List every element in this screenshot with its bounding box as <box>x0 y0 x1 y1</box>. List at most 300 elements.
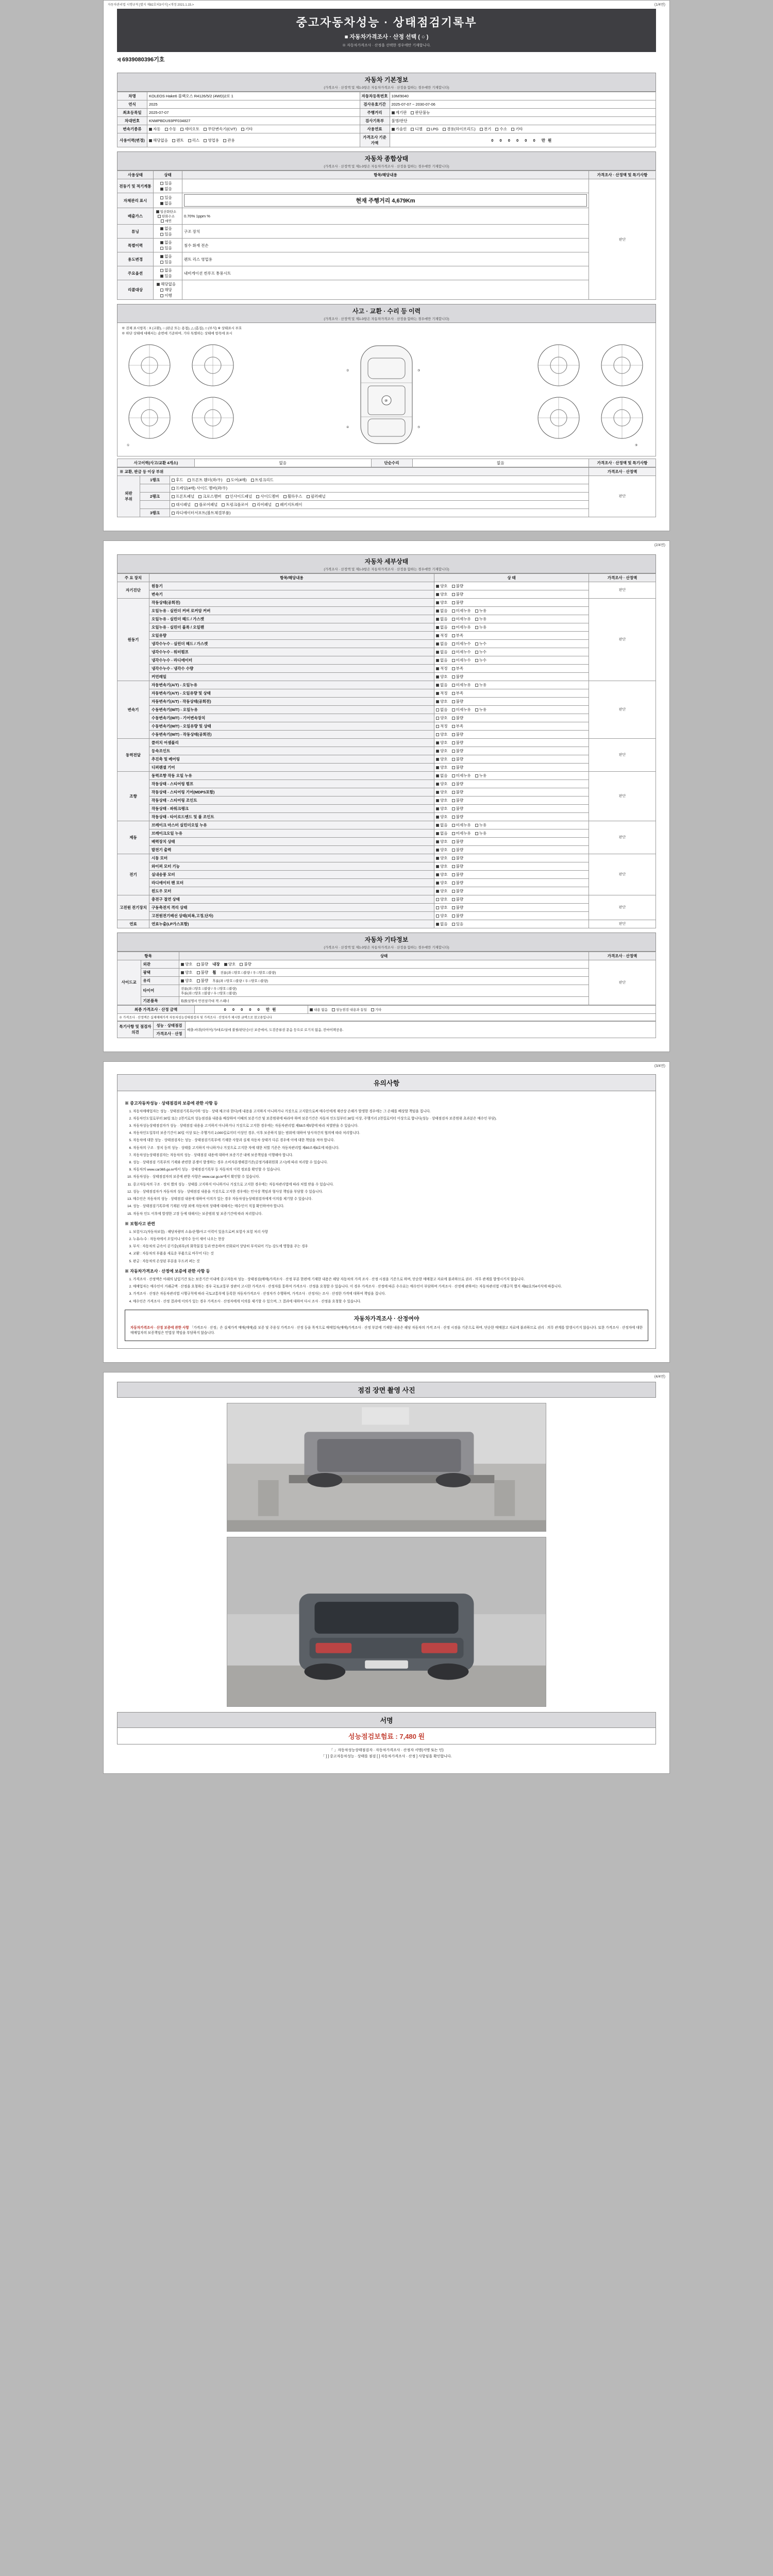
checkbox-4-b[interactable]: 있음 <box>160 245 172 251</box>
checkbox-5-b[interactable]: 있음 <box>160 259 172 265</box>
checkbox-other0-a[interactable]: 양호 <box>181 961 193 967</box>
checkbox-g1r7-a[interactable]: 없음 <box>436 657 448 663</box>
checkbox-use-none[interactable]: 해당없음 <box>149 138 168 143</box>
notice-body <box>117 1091 656 1349</box>
overall-state-4 <box>154 239 182 252</box>
other-value-2b: 후륜(좌 □양호 □불량 / 우 □양호 □불량) <box>212 979 268 983</box>
list-item: 4. 교환 : 자동차의 부품을 새로운 부품으로 바꾸어 다는 것 <box>133 1251 648 1257</box>
checkbox-g2r0-c[interactable]: 누유 <box>475 682 487 688</box>
checkbox-g6r1-b[interactable]: 불량 <box>452 863 464 869</box>
checkbox-other1-b[interactable]: 불량 <box>197 970 209 975</box>
svg-text:③: ③ <box>417 369 421 372</box>
other-info-header-sub: (가격조사 · 산정액 및 제1-3항은 자동차가격조사 · 산정을 함하는 경우에만 기재합니다) <box>324 945 449 950</box>
checkbox-g7r0-b[interactable]: 불량 <box>452 896 464 902</box>
other-col-price: 가격조사 · 산정액 <box>589 952 656 960</box>
detail-item-1-5: 냉각수누수 - 실린더 헤드 / 가스켓 <box>149 639 434 648</box>
table-row <box>117 755 656 763</box>
page-2 <box>103 540 670 1052</box>
list-item: 15. 자동차 인도 이후에 발생한 고장 등에 대해서는 보증범위 및 보증기간에 따라 처리합니다. <box>133 1212 648 1217</box>
checkbox-other1-a[interactable]: 양호 <box>181 970 193 975</box>
other-value-2 <box>179 976 589 985</box>
checkbox-g1r7-c[interactable]: 누수 <box>475 657 487 663</box>
checkbox-g2r4-b[interactable]: 불량 <box>452 715 464 721</box>
checkbox-g6r4-b[interactable]: 불량 <box>452 888 464 894</box>
checkbox-g1r6-b[interactable]: 미세누수 <box>452 649 471 655</box>
detail-state-2-3 <box>434 705 589 714</box>
basic-label-mileage: 주행거리 <box>360 109 390 117</box>
list-item: 2. 누유/누수 : 자동차에서 오일이나 냉각수 등이 새어 나오는 현상 <box>133 1237 648 1242</box>
checkbox-0-b[interactable]: 없음 <box>160 186 172 192</box>
checkbox-g2r2-b[interactable]: 불량 <box>452 699 464 704</box>
table-row <box>117 100 656 109</box>
checkbox-g1r1-a[interactable]: 없음 <box>436 608 448 614</box>
checkbox-g1r0-a[interactable]: 양호 <box>436 600 448 605</box>
checkbox-g4r0-b[interactable]: 미세누유 <box>452 773 471 778</box>
checkbox-part-crossmember[interactable]: 크로스멤버 <box>198 494 221 499</box>
page-mark-2: (2/4면) <box>654 543 665 547</box>
detail-state-8-0 <box>434 920 589 928</box>
checkbox-other0-b[interactable]: 불량 <box>197 961 209 967</box>
checkbox-g5r1-a[interactable]: 없음 <box>436 831 448 836</box>
checkbox-g8r0-b[interactable]: 있음 <box>452 921 464 927</box>
detail-status-table <box>117 573 656 928</box>
other-sign: 판단 <box>589 960 656 1005</box>
checkbox-2-smoke[interactable]: 매연 <box>161 218 172 223</box>
checkbox-g5r1-b[interactable]: 미세누유 <box>452 831 471 836</box>
checkbox-g1r5-b[interactable]: 미세누수 <box>452 641 471 647</box>
basic-info-header <box>117 73 656 92</box>
overall-detail-7 <box>182 280 589 300</box>
checkbox-total-none[interactable]: 내용 없음 <box>310 1007 328 1012</box>
accident-rank-4: 3랭크 <box>140 509 170 517</box>
table-row <box>117 623 656 631</box>
checkbox-g5r0-b[interactable]: 미세누유 <box>452 822 471 828</box>
checkbox-use-lease[interactable]: 리스 <box>188 138 200 143</box>
checkbox-g3r2-a[interactable]: 양호 <box>436 756 448 762</box>
other-col-state: 상태 <box>179 952 589 960</box>
checkbox-g3r3-a[interactable]: 양호 <box>436 765 448 770</box>
checkbox-fuel-etc[interactable]: 기타 <box>511 126 523 132</box>
car-diagram-area <box>122 338 651 453</box>
checkbox-2-co[interactable]: 일산화탄소 <box>156 209 176 214</box>
checkbox-g7r2-b[interactable]: 불량 <box>452 913 464 919</box>
checkbox-g1r1-c[interactable]: 누유 <box>475 608 487 614</box>
checkbox-g1r5-a[interactable]: 없음 <box>436 641 448 647</box>
list-item: 3. 자동차성능상태점검자가 성능 · 상태점검 내용을 고지하지 아니하거나 거짓으로 고지한 경우에는 자동차관리법 제58조제5항에 따라 처벌받을 수 있습니다. <box>133 1124 648 1129</box>
checkbox-trans-semi[interactable]: 세미오토 <box>180 126 199 132</box>
detail-item-2-1: 자동변속기(A/T) - 오일유량 및 상태 <box>149 689 434 697</box>
accident-rank-2-items <box>170 492 589 500</box>
detail-state-7-1 <box>434 903 589 911</box>
detail-item-2-4: 수동변속기(M/T) - 기어변속장치 <box>149 714 434 722</box>
table-row <box>117 92 656 100</box>
checkbox-g3r0-b[interactable]: 불량 <box>452 740 464 745</box>
checkbox-g2r2-a[interactable]: 양호 <box>436 699 448 704</box>
checkbox-part-frontpanel[interactable]: 프론트패널 <box>172 494 194 499</box>
checkbox-part-sidemember[interactable]: 사이드멤버 <box>256 494 279 499</box>
checkbox-g7r1-a[interactable]: 양호 <box>436 905 448 910</box>
checkbox-g4r0-a[interactable]: 없음 <box>436 773 448 778</box>
checkbox-g2r0-b[interactable]: 미세누유 <box>452 682 471 688</box>
detail-item-3-0: 클러치 어셈블리 <box>149 738 434 747</box>
overall-col-use: 사용상태 <box>117 171 154 179</box>
checkbox-g7r2-a[interactable]: 양호 <box>436 913 448 919</box>
table-row <box>117 887 656 895</box>
checkbox-g4r4-a[interactable]: 양호 <box>436 806 448 811</box>
checkbox-g3r1-a[interactable]: 양호 <box>436 748 448 754</box>
other-group-label: 사이드교 <box>117 960 141 1005</box>
checkbox-g2r3-b[interactable]: 미세누유 <box>452 707 471 713</box>
basic-value-record: 불명/판단 <box>390 117 656 125</box>
table-row <box>117 1005 656 1013</box>
checkbox-g5r0-a[interactable]: 없음 <box>436 822 448 828</box>
detail-item-2-5: 수동변속기(M/T) - 오일유량 및 상태 <box>149 722 434 730</box>
page-1 <box>103 0 670 531</box>
checkbox-g2r6-b[interactable]: 불량 <box>452 732 464 737</box>
checkbox-part-door[interactable]: 도어(4매) <box>227 477 247 483</box>
checkbox-7-c[interactable]: 이행 <box>160 293 172 298</box>
checkbox-5-a[interactable]: 없음 <box>160 253 172 259</box>
page-mark-3: (3/4면) <box>654 1064 665 1068</box>
basic-value-inspection: 2025-07-07 ~ 2030-07-06 <box>390 100 656 109</box>
accident-label-2: 가격조사 · 산정액 및 특기사항 <box>589 459 656 467</box>
detail-sign-7: 판단 <box>589 895 656 920</box>
checkbox-trans-cvt[interactable]: 무단변속기(CVT) <box>204 126 237 132</box>
overall-detail-0 <box>182 179 589 193</box>
checkbox-g1r9-a[interactable]: 양호 <box>436 674 448 680</box>
checkbox-g7r1-b[interactable]: 불량 <box>452 905 464 910</box>
checkbox-g5r1-c[interactable]: 누유 <box>475 831 487 836</box>
checkbox-2-hc[interactable]: 탄화수소 <box>158 214 175 218</box>
checkbox-7-a[interactable]: 해당없음 <box>157 281 176 287</box>
basic-label-vin: 차대번호 <box>117 117 147 125</box>
checkbox-1-a[interactable]: 있음 <box>160 195 172 200</box>
checkbox-g6r4-a[interactable]: 양호 <box>436 888 448 894</box>
checkbox-3-a[interactable]: 없음 <box>160 226 172 231</box>
overall-state-6 <box>154 266 182 280</box>
checkbox-g4r3-a[interactable]: 양호 <box>436 798 448 803</box>
checkbox-g1r8-b[interactable]: 부족 <box>452 666 464 671</box>
checkbox-undetermined[interactable]: 판단불능 <box>411 110 430 115</box>
checkbox-g1r2-b[interactable]: 미세누유 <box>452 616 471 622</box>
checkbox-g2r3-c[interactable]: 누유 <box>475 707 487 713</box>
detail-item-3-3: 디퍼렌셜 기어 <box>149 763 434 771</box>
table-row <box>117 598 656 606</box>
overall-item-4: 특별이력 <box>117 239 154 252</box>
checkbox-g0r0-b[interactable]: 불량 <box>452 583 464 589</box>
checkbox-part-packagetray[interactable]: 패키지트레이 <box>276 502 302 507</box>
overall-item-1: 자체관리 표시 <box>117 193 154 208</box>
checkbox-part-frame[interactable]: 프레임(4매) 사이드 멤버(좌/우) <box>172 485 227 491</box>
detail-item-1-3: 오일누유 - 실린더 블록 / 오일팬 <box>149 623 434 631</box>
checkbox-g1r2-c[interactable]: 누유 <box>475 616 487 622</box>
checkbox-trans-etc[interactable]: 기타 <box>241 126 253 132</box>
detail-sign-2: 판단 <box>589 681 656 738</box>
basic-value-vin: KNMPBDU93PF034827 <box>147 117 360 125</box>
checkbox-g2r0-a[interactable]: 없음 <box>436 682 448 688</box>
checkbox-g1r3-c[interactable]: 누유 <box>475 624 487 630</box>
detail-item-4-4: 작동상태 - 파워크랭크 <box>149 804 434 812</box>
checkbox-g1r7-b[interactable]: 미세누수 <box>452 657 471 663</box>
checkbox-g6r3-a[interactable]: 양호 <box>436 880 448 886</box>
checkbox-fuel-lpg[interactable]: LPG <box>427 127 439 131</box>
detail-state-2-5 <box>434 722 589 730</box>
checkbox-odometer[interactable]: 계기판 <box>392 110 407 115</box>
table-row <box>117 837 656 845</box>
other-label-5: 기본품목 <box>141 996 179 1005</box>
table-row <box>117 960 656 968</box>
detail-state-3-0 <box>434 738 589 747</box>
detail-item-0-0: 원동기 <box>149 582 434 590</box>
checkbox-4-a[interactable]: 없음 <box>160 240 172 245</box>
basic-label-firstreg: 최초등록일 <box>117 109 147 117</box>
inspection-photo-1 <box>227 1403 546 1532</box>
table-row <box>117 125 656 133</box>
checkbox-g2r5-a[interactable]: 적정 <box>436 723 448 729</box>
checkbox-g6r0-b[interactable]: 불량 <box>452 855 464 861</box>
table-row <box>117 280 656 300</box>
checkbox-g4r1-b[interactable]: 불량 <box>452 781 464 787</box>
checkbox-g1r3-b[interactable]: 미세누유 <box>452 624 471 630</box>
checkbox-other0-c[interactable]: 양호 <box>224 961 236 967</box>
overall-status-header-title: 자동차 종합상태 <box>364 155 409 162</box>
footer-note-2: 「 ] ] 중고자동차성능 · 상태를 점검 [ ] 자동차가격조사 · 산정 ] 사항임을 확인합니다. <box>321 1754 452 1758</box>
checkbox-g2r1-a[interactable]: 적정 <box>436 690 448 696</box>
checkbox-g3r1-b[interactable]: 불량 <box>452 748 464 754</box>
detail-item-7-1: 구동축전지 격리 상태 <box>149 903 434 911</box>
signature-header: 서명 <box>117 1712 656 1728</box>
overall-state-0 <box>154 179 182 193</box>
checkbox-g4r2-b[interactable]: 불량 <box>452 789 464 795</box>
checkbox-g6r3-b[interactable]: 불량 <box>452 880 464 886</box>
svg-text:①: ① <box>127 444 130 447</box>
checkbox-6-a[interactable]: 없음 <box>160 267 172 273</box>
checkbox-g5r2-a[interactable]: 양호 <box>436 839 448 844</box>
checkbox-part-floorpanel[interactable]: 플로어패널 <box>195 502 217 507</box>
checkbox-part-hood[interactable]: 후드 <box>172 477 183 483</box>
detail-state-1-4 <box>434 631 589 639</box>
table-row <box>117 985 656 996</box>
checkbox-g8r0-a[interactable]: 없음 <box>436 921 448 927</box>
checkbox-fuel-ev[interactable]: 전기 <box>480 126 492 132</box>
detail-col-state: 상 태 <box>434 573 589 582</box>
table-row <box>117 730 656 738</box>
detail-col-item: 항목/해당내용 <box>149 573 434 582</box>
detail-item-2-3: 수동변속기(M/T) - 오일누유 <box>149 705 434 714</box>
total-options <box>308 1005 656 1013</box>
detail-item-4-1: 작동상태 - 스티어링 펌프 <box>149 779 434 788</box>
table-row <box>117 208 656 225</box>
table-row <box>117 870 656 878</box>
checkbox-use-rent[interactable]: 렌트 <box>172 138 184 143</box>
checkbox-0-a[interactable]: 있음 <box>160 180 172 186</box>
table-row <box>117 895 656 903</box>
checkbox-g2r4-a[interactable]: 양호 <box>436 715 448 721</box>
checkbox-g4r5-b[interactable]: 불량 <box>452 814 464 820</box>
checkbox-g2r5-b[interactable]: 부족 <box>452 723 464 729</box>
checkbox-g4r1-a[interactable]: 양호 <box>436 781 448 787</box>
checkbox-total-same[interactable]: 성능점검 내용과 동일 <box>332 1007 367 1012</box>
detail-status-header-sub: (가격조사 · 산정액 및 제1-3항은 자동차가격조사 · 산정을 함하는 경우에만 기재합니다) <box>324 567 449 571</box>
detail-item-1-2: 오일누유 - 실린더 헤드 / 가스켓 <box>149 615 434 623</box>
checkbox-6-b[interactable]: 있음 <box>160 273 172 279</box>
checkbox-g2r3-a[interactable]: 없음 <box>436 707 448 713</box>
detail-state-4-5 <box>434 812 589 821</box>
special-label: 특기사항 및 점검자의견 <box>117 1021 154 1038</box>
detail-state-2-0 <box>434 681 589 689</box>
accident-header <box>117 304 656 323</box>
checkbox-use-business[interactable]: 영업용 <box>204 138 219 143</box>
checkbox-g6r2-b[interactable]: 불량 <box>452 872 464 877</box>
overall-detail-5: 렌트 리스 영업용 <box>182 252 589 266</box>
checkbox-g1r2-a[interactable]: 없음 <box>436 616 448 622</box>
checkbox-g1r3-a[interactable]: 없음 <box>436 624 448 630</box>
detail-state-1-3 <box>434 623 589 631</box>
detail-sign-0: 판단 <box>589 582 656 598</box>
overall-state-2 <box>154 208 182 225</box>
other-value-3-front: 전륜(좌 □양호 □불량 / 우 □양호 □불량) <box>181 987 237 991</box>
checkbox-trans-auto[interactable]: 자동 <box>149 126 161 132</box>
checkbox-g4r2-a[interactable]: 양호 <box>436 789 448 795</box>
checkbox-fuel-diesel[interactable]: 디젤 <box>411 126 423 132</box>
checkbox-total-etc[interactable]: 기타 <box>371 1007 382 1012</box>
checkbox-part-radiatorsupport[interactable]: 라디에이터서포트(볼트체결부품) <box>172 510 230 516</box>
detail-state-3-3 <box>434 763 589 771</box>
basic-label-trans: 변속기종류 <box>117 125 147 133</box>
checkbox-g1r8-a[interactable]: 적정 <box>436 666 448 671</box>
table-row <box>117 996 656 1005</box>
checkbox-part-rearpanel[interactable]: 리어패널 <box>253 502 272 507</box>
other-value-5: 取扱설명서 안전삼각대 잭 스패너 <box>179 996 589 1005</box>
checkbox-g0r1-a[interactable]: 양호 <box>436 591 448 597</box>
notice-section-2-heading: ※ 자동차가격조사 · 산정에 보증에 관한 사항 등 <box>125 1268 210 1274</box>
notice-list-3 <box>133 1230 648 1264</box>
detail-group-1: 원동기 <box>117 598 149 681</box>
checkbox-g1r5-c[interactable]: 누수 <box>475 641 487 647</box>
checkbox-fuel-gasoline[interactable]: 가솔린 <box>392 126 407 132</box>
table-row <box>117 656 656 664</box>
checkbox-g4r3-b[interactable]: 불량 <box>452 798 464 803</box>
checkbox-part-dashpanel[interactable]: 대시패널 <box>172 502 191 507</box>
table-row <box>117 252 656 266</box>
photo-underbody-svg <box>227 1403 546 1532</box>
checkbox-part-trunkfloor[interactable]: 트렁크플로어 <box>222 502 248 507</box>
detail-state-2-6 <box>434 730 589 738</box>
table-row <box>117 639 656 648</box>
detail-state-4-0 <box>434 771 589 779</box>
detail-state-6-0 <box>434 854 589 862</box>
detail-state-5-3 <box>434 845 589 854</box>
accident-diagram-wrap <box>117 323 656 456</box>
checkbox-g6r0-a[interactable]: 양호 <box>436 855 448 861</box>
checkbox-other0-d[interactable]: 불량 <box>240 961 251 967</box>
checkbox-use-gov[interactable]: 관용 <box>223 138 235 143</box>
checkbox-g2r1-b[interactable]: 부족 <box>452 690 464 696</box>
detail-item-8-0: 연료누출(LP가스포함) <box>149 920 434 928</box>
checkbox-other2-b[interactable]: 불량 <box>197 978 209 984</box>
checkbox-7-b[interactable]: 해당 <box>160 287 172 293</box>
svg-text:⑨: ⑨ <box>635 444 638 447</box>
checkbox-part-fender[interactable]: 프론트 휀더(좌/우) <box>188 477 223 483</box>
notice-title: 유의사항 <box>117 1074 656 1091</box>
list-item: 11. 중고자동차의 구조 · 장치 별의 성능 · 상태를 고지하지 아니하거나 거짓으로 고지한 경우에는 자동차관리법에 따라 처벌 받을 수 있습니다. <box>133 1182 648 1188</box>
checkbox-3-b[interactable]: 있음 <box>160 231 172 237</box>
special-notes-table <box>117 1021 656 1038</box>
list-item: 13. 매수인은 자동차의 성능 · 상태점검 내용에 대하여 이의가 있는 경우 자동차성능상태점검자에게 이의를 제기할 수 있습니다. <box>133 1197 648 1202</box>
page-4 <box>103 1372 670 1774</box>
detail-item-3-2: 추진축 및 베어링 <box>149 755 434 763</box>
checkbox-g1r6-c[interactable]: 누수 <box>475 649 487 655</box>
checkbox-g1r4-a[interactable]: 적정 <box>436 633 448 638</box>
checkbox-g6r2-a[interactable]: 양호 <box>436 872 448 877</box>
other-value-0 <box>179 960 589 968</box>
checkbox-other2-a[interactable]: 양호 <box>181 978 193 984</box>
table-row <box>117 109 656 117</box>
checkbox-g4r4-b[interactable]: 불량 <box>452 806 464 811</box>
accident-parts-title: ※ 교환, 판금 등 이상 부위 <box>117 467 589 476</box>
detail-item-7-2: 고전원전기배선 상태(피복,고정,단자) <box>149 911 434 920</box>
checkbox-g4r5-a[interactable]: 양호 <box>436 814 448 820</box>
checkbox-fuel-hybrid[interactable]: 겸용(하이브리드) <box>443 126 476 132</box>
checkbox-g5r2-b[interactable]: 불량 <box>452 839 464 844</box>
checkbox-g7r0-a[interactable]: 양호 <box>436 896 448 902</box>
checkbox-g1r1-b[interactable]: 미세누유 <box>452 608 471 614</box>
checkbox-g1r6-a[interactable]: 없음 <box>436 649 448 655</box>
other-label-3: 타이어 <box>141 985 179 996</box>
detail-item-6-2: 실내송풍 모터 <box>149 870 434 878</box>
checkbox-g2r6-a[interactable]: 양호 <box>436 732 448 737</box>
checkbox-g3r0-a[interactable]: 양호 <box>436 740 448 745</box>
checkbox-g5r3-a[interactable]: 양호 <box>436 847 448 853</box>
checkbox-part-wheelhouse[interactable]: 휠하우스 <box>283 494 303 499</box>
checkbox-1-b[interactable]: 없음 <box>160 200 172 206</box>
checkbox-part-trunklid[interactable]: 트렁크리드 <box>251 477 274 483</box>
checkbox-g5r0-c[interactable]: 누유 <box>475 822 487 828</box>
list-item: 3. 부식 : 자동차의 금속이 공기중(외부)의 화학물질 등과 반응하여 산화되어 상당히 부식되어 기능·강도에 영향을 주는 경우 <box>133 1244 648 1249</box>
checkbox-g3r2-b[interactable]: 불량 <box>452 756 464 762</box>
table-header-row <box>117 171 656 179</box>
checkbox-part-pillar[interactable]: 필러패널 <box>307 494 326 499</box>
checkbox-part-insidepanel[interactable]: 인사이드패널 <box>226 494 252 499</box>
overall-status-header-sub: (가격조사 · 산정액 및 제1-3항은 자동차가격조사 · 산정을 함하는 경우에만 기재합니다) <box>324 165 449 168</box>
other-value-3-rear: 후륜(좌 □양호 □불량 / 우 □양호 □불량) <box>181 991 237 995</box>
checkbox-g6r1-a[interactable]: 양호 <box>436 863 448 869</box>
checkbox-g1r0-b[interactable]: 불량 <box>452 600 464 605</box>
list-item: 8. 성능 · 상태점검 기록부의 기재와 관련한 분쟁이 발생하는 경우 소비자분쟁해결기준(공정거래위원회 고시)에 따라 처리할 수 있습니다. <box>133 1160 648 1165</box>
checkbox-g1r9-b[interactable]: 불량 <box>452 674 464 680</box>
checkbox-g5r3-b[interactable]: 불량 <box>452 847 464 853</box>
checkbox-g0r0-a[interactable]: 양호 <box>436 583 448 589</box>
checkbox-g4r0-c[interactable]: 누유 <box>475 773 487 778</box>
serial-label: 제 <box>117 58 121 62</box>
detail-item-6-3: 라디에이터 팬 모터 <box>149 878 434 887</box>
checkbox-fuel-h2[interactable]: 수소 <box>495 126 507 132</box>
checkbox-g0r1-b[interactable]: 불량 <box>452 591 464 597</box>
list-item: 14. 성능 · 상태점검기록부에 기재된 사항 외에 자동차의 상태에 대해서는 매수인이 직접 확인하여야 합니다. <box>133 1204 648 1209</box>
checkbox-g3r3-b[interactable]: 불량 <box>452 765 464 770</box>
document-title-block <box>117 9 656 52</box>
table-header-row <box>117 952 656 960</box>
table-row <box>117 845 656 854</box>
checkbox-trans-manual[interactable]: 수동 <box>165 126 177 132</box>
accident-legend <box>122 326 651 336</box>
accident-summary-table <box>117 459 656 467</box>
checkbox-g1r4-b[interactable]: 부족 <box>452 633 464 638</box>
detail-col-device: 주 요 장치 <box>117 573 149 582</box>
overall-state-7 <box>154 280 182 300</box>
detail-col-price: 가격조사 · 산정액 <box>589 573 656 582</box>
list-item: 10. 자동차성능 · 상태점검자의 보증에 관한 사항은 www.car.go.kr에서 확인할 수 있습니다. <box>133 1175 648 1180</box>
